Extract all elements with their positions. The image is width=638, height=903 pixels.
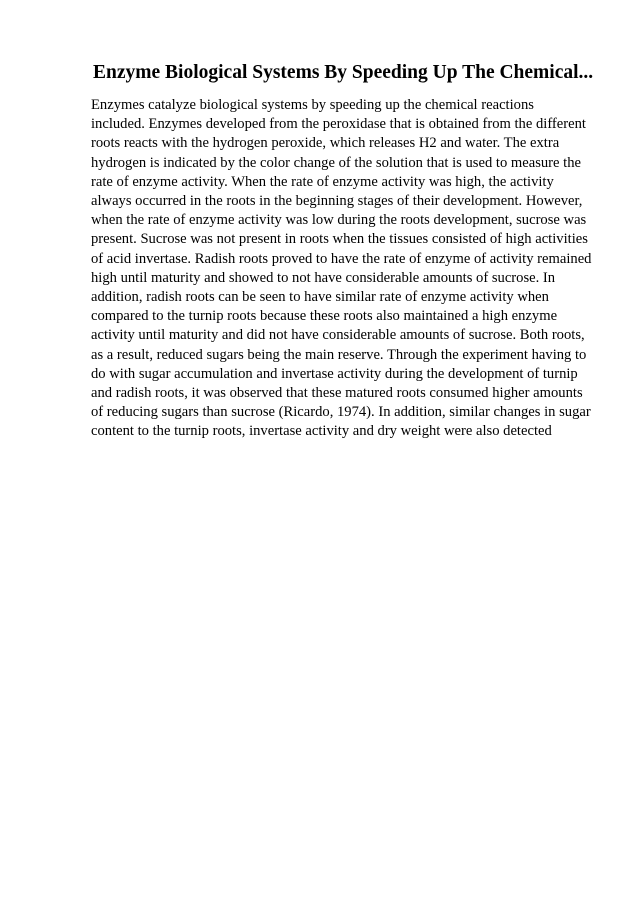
text-line: Enzymes catalyze biological systems by speeding up the chemical reactions	[91, 97, 534, 113]
text-line: always occurred in the roots in the beginning stages of their development. However,	[91, 193, 583, 210]
text-line: when the rate of enzyme activity was low during the roots development, sucrose was	[91, 212, 587, 229]
text-line: hydrogen is indicated by the color change of the solution that is used to measure the	[91, 154, 581, 171]
text-line: of acid invertase. Radish roots proved to have the rate of enzyme of activity remained	[91, 250, 592, 267]
text-line: addition, radish roots can be seen to have similar rate of enzyme activity when	[91, 289, 549, 306]
text-line: rate of enzyme activity. When the rate of enzyme activity was high, the activity	[91, 173, 554, 190]
text-line: of reducing sugars than sucrose (Ricardo, 1974). In addition, similar changes in sugar	[91, 404, 591, 421]
text-line: high until maturity and showed to not have considerable amounts of sucrose. In	[91, 269, 556, 286]
text-line: as a result, reduced sugars being the main reserve. Through the experiment having to	[91, 346, 587, 363]
text-line: included. Enzymes developed from the peroxidase that is obtained from the different	[91, 116, 586, 133]
text-line: do with sugar accumulation and invertase activity during the development of turnip	[91, 365, 578, 382]
text-line: and radish roots, it was observed that these matured roots consumed higher amounts	[91, 385, 583, 402]
body-paragraph	[91, 96, 611, 442]
document-title: Enzyme Biological Systems By Speeding Up The Chemical...	[93, 62, 594, 83]
text-line: compared to the turnip roots because these roots also maintained a high enzyme	[91, 308, 558, 325]
text-line: content to the turnip roots, invertase activity and dry weight were also detected	[91, 423, 552, 440]
text-line: activity until maturity and did not have considerable amounts of sucrose. Both roots,	[91, 327, 585, 344]
text-line: present. Sucrose was not present in roots when the tissues consisted of high activities	[91, 231, 588, 248]
text-line: roots reacts with the hydrogen peroxide, which releases H2 and water. The extra	[91, 135, 560, 152]
